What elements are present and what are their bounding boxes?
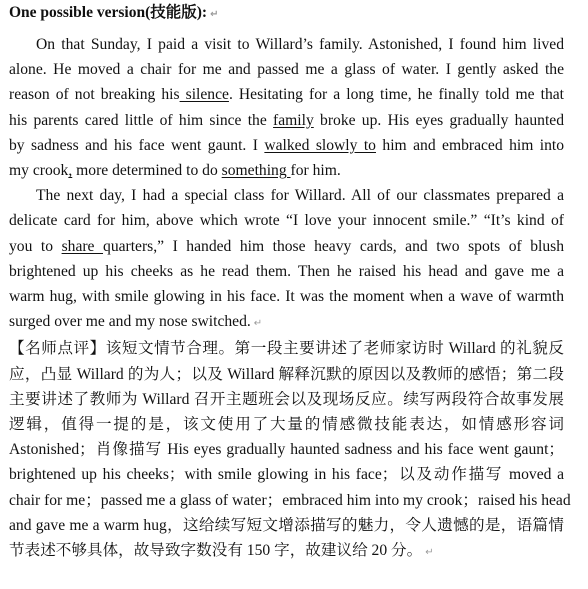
comment-line-9: 节表述不够具体，故导致字数没有 150 字，故建议给 20 分。 ↵ [9, 542, 434, 560]
underlined-walked-slowly-to: walked slowly to [264, 136, 376, 154]
paragraph-mark-icon: ↵ [210, 9, 219, 20]
p2-line-3: you to share quarters,” I handed him those heavy cards, and two spots of blush [9, 237, 564, 255]
underlined-something: something [221, 162, 291, 180]
underlined-comma: , [68, 162, 73, 180]
story-paragraph-1 [9, 32, 564, 183]
p1-line-4: his parents cared little of him since the family broke up. His eyes gradually haunted [9, 111, 564, 129]
p2-line-6: surged over me and my nose switched. ↵ [9, 313, 263, 331]
version-heading [9, 2, 564, 26]
comment-line-2: 应，凸显 Willard 的为人；以及 Willard 解释沉默的原因以及教师的感悟；第二段 [9, 365, 564, 383]
p1-line-3: reason of not breaking his silence. Hesitating for a long time, he finally told me that [9, 86, 564, 104]
paragraph-mark-icon: ↵ [425, 547, 434, 559]
p1-line-6: my crook, more determined to do something for him. [9, 162, 341, 180]
teacher-comment [9, 336, 571, 565]
comment-line-3: 主要讲述了教师为 Willard 召开主题班会以及现场反应。续写两段符合故事发展 [9, 390, 564, 408]
comment-line-7: chair for me；passed me a glass of water；embraced him into my crook；raised his head [9, 491, 571, 509]
underlined-family: family [273, 111, 314, 129]
story-paragraph-2 [9, 183, 564, 336]
document-body [9, 0, 571, 565]
underlined-share: share [61, 237, 104, 255]
paragraph-mark-icon: ↵ [253, 318, 263, 330]
comment-line-8: and gave me a warm hug，这给续写短文增添描写的魅力，令人遗憾的是，语篇情 [9, 516, 564, 534]
comment-line-6: brightened up his cheeks；with smile glowing in his face；以及动作描写 moved a [9, 466, 564, 484]
p2-line-1: The next day, I had a special class for Willard. All of our classmates prepared a [36, 187, 564, 205]
comment-line-1: 【名师点评】该短文情节合理。第一段主要讲述了老师家访时 Willard 的礼貌反 [9, 340, 564, 358]
comment-line-4: 逻辑，值得一提的是，该文使用了大量的情感微技能表达，如情感形容词 [9, 416, 564, 434]
underlined-silence: silence [179, 86, 229, 104]
p2-line-4: brightened up his cheeks as he read them. Then he raised his head and gave me a [9, 262, 564, 280]
p1-line-1: On that Sunday, I paid a visit to Willard’s family. Astonished, I found him lived [36, 36, 564, 53]
heading-text: One possible version(技能版): [9, 4, 208, 21]
p1-line-5: by sadness and his face went gaunt. I walked slowly to him and embraced him into [9, 136, 565, 154]
p2-line-2: delicate card for him, above which wrote “I love your innocent smile.” “It’s kind of [9, 212, 564, 230]
p2-line-5: warm hug, with smile glowing in his face. It was the moment when a wave of warmth [9, 288, 564, 306]
comment-line-5: Astonished；肖像描写 His eyes gradually haunted sadness and his face went gaunt； [9, 441, 564, 459]
p1-line-2: alone. He moved a chair for me and passed me a glass of water. I gently asked the [9, 61, 564, 79]
